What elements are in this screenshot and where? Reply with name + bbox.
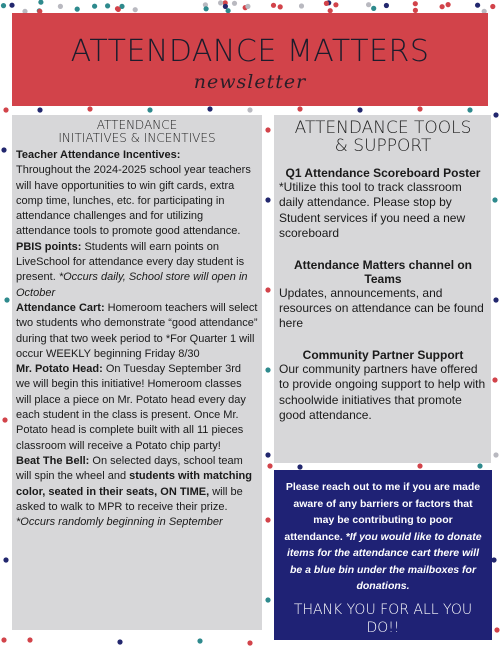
thank-you-message: THANK YOU FOR ALL YOU DO!! (293, 601, 473, 636)
confetti-dot (493, 452, 498, 457)
contact-note-main: Please reach out to me if you are made aware of any barriers or factors that may be contributing to poor attendance. (284, 481, 481, 543)
teams-channel-heading: Attendance Matters channel on Teams (293, 257, 473, 286)
tools-support-panel (274, 115, 491, 463)
newsletter-header (12, 13, 488, 106)
confetti-dot (265, 452, 270, 457)
pbis-label: PBIS points: (16, 240, 82, 253)
confetti-dot (3, 557, 8, 562)
potato-head-text: On Tuesday September 3rd we will begin this initiative! Homeroom classes will place a piece on Mr. Potato head every day each student in the class is present. Once Mr. Potato head is complete built with all 11 pieces classroom will receive a Potato chip party! (16, 363, 246, 452)
confetti-dot (333, 2, 338, 7)
confetti-dot (223, 4, 228, 9)
confetti-dot (467, 107, 472, 112)
community-partner-heading: Community Partner Support (302, 347, 464, 362)
confetti-dot (265, 287, 270, 292)
attendance-cart-paragraph (16, 301, 258, 362)
confetti-dot (247, 107, 252, 112)
confetti-dot (493, 112, 498, 117)
confetti-dot (324, 1, 329, 6)
beat-the-bell-paragraph (16, 454, 258, 530)
tools-section-title (279, 119, 487, 155)
confetti-dot (417, 463, 422, 468)
potato-head-label: Mr. Potato Head: (16, 363, 103, 376)
confetti-dot (492, 377, 497, 382)
confetti-dot (197, 638, 202, 643)
beat-the-bell-label: Beat The Bell: (16, 454, 90, 467)
confetti-dot (440, 4, 445, 9)
pbis-paragraph (16, 240, 258, 301)
tools-title-line2: & SUPPORT (334, 136, 432, 156)
confetti-dot (218, 0, 223, 5)
newsletter-subtitle: newsletter (193, 71, 307, 93)
confetti-dot (477, 463, 482, 468)
confetti-dot (27, 637, 32, 642)
beat-the-bell-text-end: will be asked to walk to MPR to receive their prize. (16, 485, 243, 513)
confetti-dot (265, 197, 270, 202)
confetti-dot (371, 6, 376, 11)
attendance-cart-note: *For Quarter 1 will occur WEEKLY beginning Friday 8/30 (16, 332, 255, 360)
confetti-dot (232, 1, 237, 6)
teams-channel-text: Updates, announcements, and resources on attendance can be found here (279, 285, 484, 331)
confetti-dot (116, 7, 121, 12)
confetti-dot (204, 6, 209, 11)
confetti-dot (265, 127, 270, 132)
confetti-dot (133, 7, 138, 12)
confetti-dot (491, 557, 496, 562)
confetti-dot (265, 597, 270, 602)
confetti-dot (1, 147, 6, 152)
contact-note-text (284, 479, 482, 595)
confetti-dot (271, 3, 276, 8)
pbis-text: Students will earn points on LiveSchool for attendance every day student is present. (16, 240, 245, 284)
teams-channel-item (279, 258, 487, 332)
initiatives-title-line2: INITIATIVES & INCENTIVES (58, 131, 216, 145)
confetti-dot (297, 106, 302, 111)
potato-head-paragraph (16, 362, 258, 454)
community-partner-item (279, 348, 487, 424)
confetti-dot (384, 3, 389, 8)
confetti-dot (245, 4, 250, 9)
scoreboard-poster-item (279, 166, 487, 242)
teacher-incentives-paragraph (16, 148, 258, 240)
confetti-dot (4, 297, 9, 302)
community-partner-text: Our community partners have offered to provide ongoing support to help with schoolwide initiatives that promote good attendance. (279, 361, 486, 423)
confetti-dot (446, 2, 451, 7)
confetti-dot (475, 3, 480, 8)
confetti-dot (37, 107, 42, 112)
tools-title-line1: ATTENDANCE TOOLS (294, 118, 472, 138)
confetti-dot (417, 106, 422, 111)
confetti-dot (492, 197, 497, 202)
confetti-dot (147, 107, 152, 112)
confetti-dot (413, 1, 418, 6)
page-title: ATTENDANCE MATTERS (70, 34, 430, 69)
confetti-dot (75, 7, 80, 12)
confetti-dot (87, 106, 92, 111)
confetti-dot (297, 464, 302, 469)
initiatives-panel (12, 115, 262, 630)
scoreboard-poster-heading: Q1 Attendance Scoreboard Poster (285, 166, 481, 180)
confetti-dot (117, 639, 122, 644)
confetti-dot (105, 3, 110, 8)
beat-the-bell-text: On selected days, school team will spin the wheel and (16, 454, 243, 483)
confetti-dot (299, 3, 304, 8)
confetti-dot (494, 627, 499, 632)
confetti-dot (247, 640, 252, 645)
confetti-dot (92, 4, 97, 9)
confetti-dot (267, 463, 272, 468)
pbis-note: *Occurs daily, School store will open in October (16, 271, 248, 299)
confetti-dot (265, 517, 270, 522)
confetti-dot (58, 4, 63, 9)
confetti-dot (1, 637, 6, 642)
attendance-cart-label: Attendance Cart: (16, 301, 105, 314)
confetti-dot (265, 367, 270, 372)
confetti-dot (1, 3, 6, 8)
teacher-incentives-label: Teacher Attendance Incentives: (16, 149, 181, 161)
confetti-dot (2, 417, 7, 422)
scoreboard-poster-text: *Utilize this tool to track classroom daily attendance. Please stop by Student services if you need a new scoreboard (279, 180, 466, 241)
confetti-dot (278, 4, 283, 9)
confetti-dot (38, 0, 43, 5)
confetti-dot (493, 297, 498, 302)
confetti-dot (9, 3, 14, 8)
beat-the-bell-note: *Occurs randomly beginning in September (16, 516, 223, 529)
teacher-incentives-text: Throughout the 2024-2025 school year teachers will have opportunities to win gift cards, extra comp time, lunches, etc. for participating in attendance challenges and for utilizing attendance tools to promote good attendance. (16, 164, 251, 238)
confetti-dot (490, 4, 495, 9)
confetti-dot (366, 2, 371, 7)
contact-note-box (274, 470, 492, 640)
donation-note: *If you would like to donate items for the attendance cart there will be a blue bin under the mailboxes for donations. (287, 530, 482, 592)
attendance-cart-text: Homeroom teachers will select two students who demonstrate “good attendance” during that two week period to (16, 301, 258, 345)
initiatives-section-title (16, 119, 258, 145)
initiatives-title-line1: ATTENDANCE (96, 118, 178, 132)
confetti-dot (3, 107, 8, 112)
beat-the-bell-emphasis: students with matching color, seated in their seats, ON TIME, (16, 470, 252, 498)
confetti-dot (207, 106, 212, 111)
confetti-dot (357, 107, 362, 112)
